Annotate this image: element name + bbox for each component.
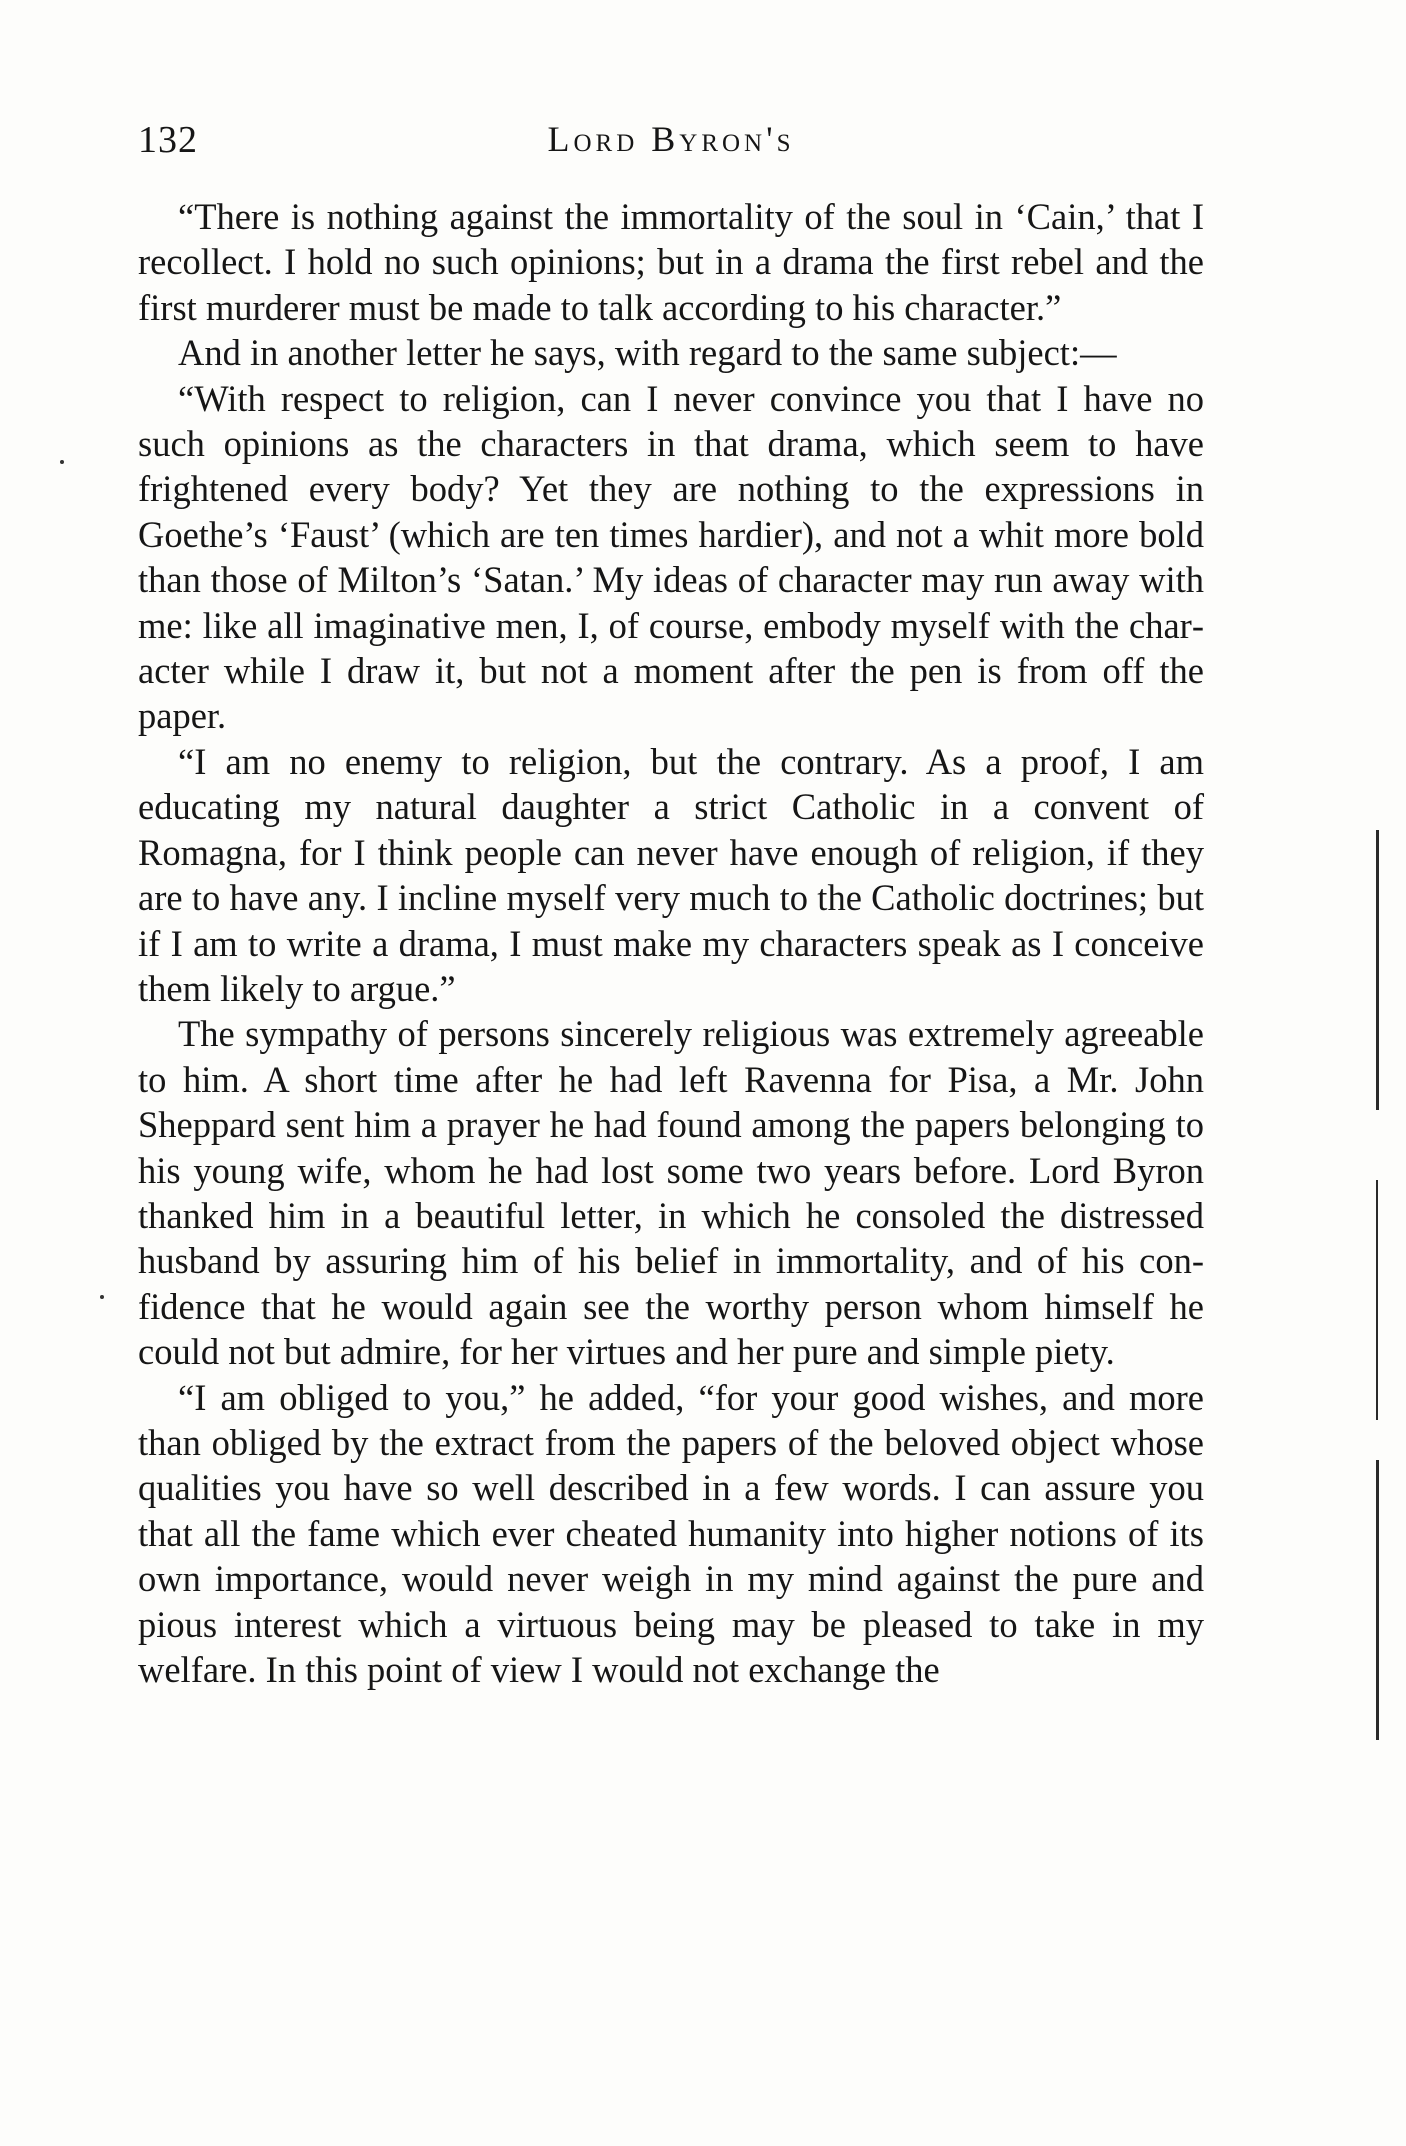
- binding-mark: [1376, 1460, 1379, 1740]
- paragraph-cain-quote: “There is nothing against the immortality of the soul in ‘Cain,’ that I recollect. I hold no such opinions; but in a drama the first rebel and the first murderer must be made to talk according to his character.”: [138, 196, 1204, 328]
- page-number: 132: [138, 119, 198, 161]
- page-header: [138, 118, 1204, 170]
- binding-mark: [1376, 830, 1379, 1110]
- paragraph-another-letter: And in another letter he says, with regard to the same subject:—: [178, 332, 1117, 374]
- paragraph-no-enemy-quote: “I am no enemy to religion, but the contrary. As a proof, I am educating my natural daughter a strict Catholic in a convent of Romagna, for I think people can never have enough of religion, if they are to have any. I incline myself very much to the Catholic doctrines; but if I am to write a drama, I must make my characters speak as I conceive them likely to argue.”: [138, 740, 1204, 1009]
- binding-mark: [1376, 1180, 1378, 1420]
- paragraph-obliged-quote: “I am obliged to you,” he added, “for your good wishes, and more than obliged by the extract from the papers of the beloved object whose qualities you have so well described in a few words. I can assure you that all the fame which ever cheated humanity into higher notions of its own importance, would never weigh in my mind against the pure and pious interest which a virtuous being may be pleased to take in my welfare. In this point of view I would not exchange the: [138, 1376, 1204, 1690]
- paragraph-sympathy: The sympathy of persons sincerely religious was extremely agreeable to him. A short time after he had left Ravenna for Pisa, a Mr. John Sheppard sent him a prayer he had found among the papers belonging to his young wife, whom he had lost some two years before. Lord Byron thanked him in a beautiful letter, in which he consoled the distressed husband by assuring him of his belief in immortality, and of his confidence that he would again see the worthy person whom himself he could not but admire, for her virtues and her pure and simple piety.: [138, 1013, 1204, 1373]
- paragraph-religion-quote: “With respect to religion, can I never convince you that I have no such opinions as the characters in that drama, which seem to have frightened every body? Yet they are nothing to the expressions in Goethe’s ‘Faust’ (which are ten times hardier), and not a whit more bold than those of Milton’s ‘Satan.’ My ideas of character may run away with me: like all imaginative men, I, of course, embody myself with the character while I draw it, but not a moment after the pen is from off the paper.: [138, 377, 1204, 737]
- running-head: Lord Byron's: [547, 119, 795, 159]
- speck-mark: [60, 460, 64, 464]
- speck-mark: [100, 1295, 104, 1299]
- body-text: [138, 194, 1204, 1692]
